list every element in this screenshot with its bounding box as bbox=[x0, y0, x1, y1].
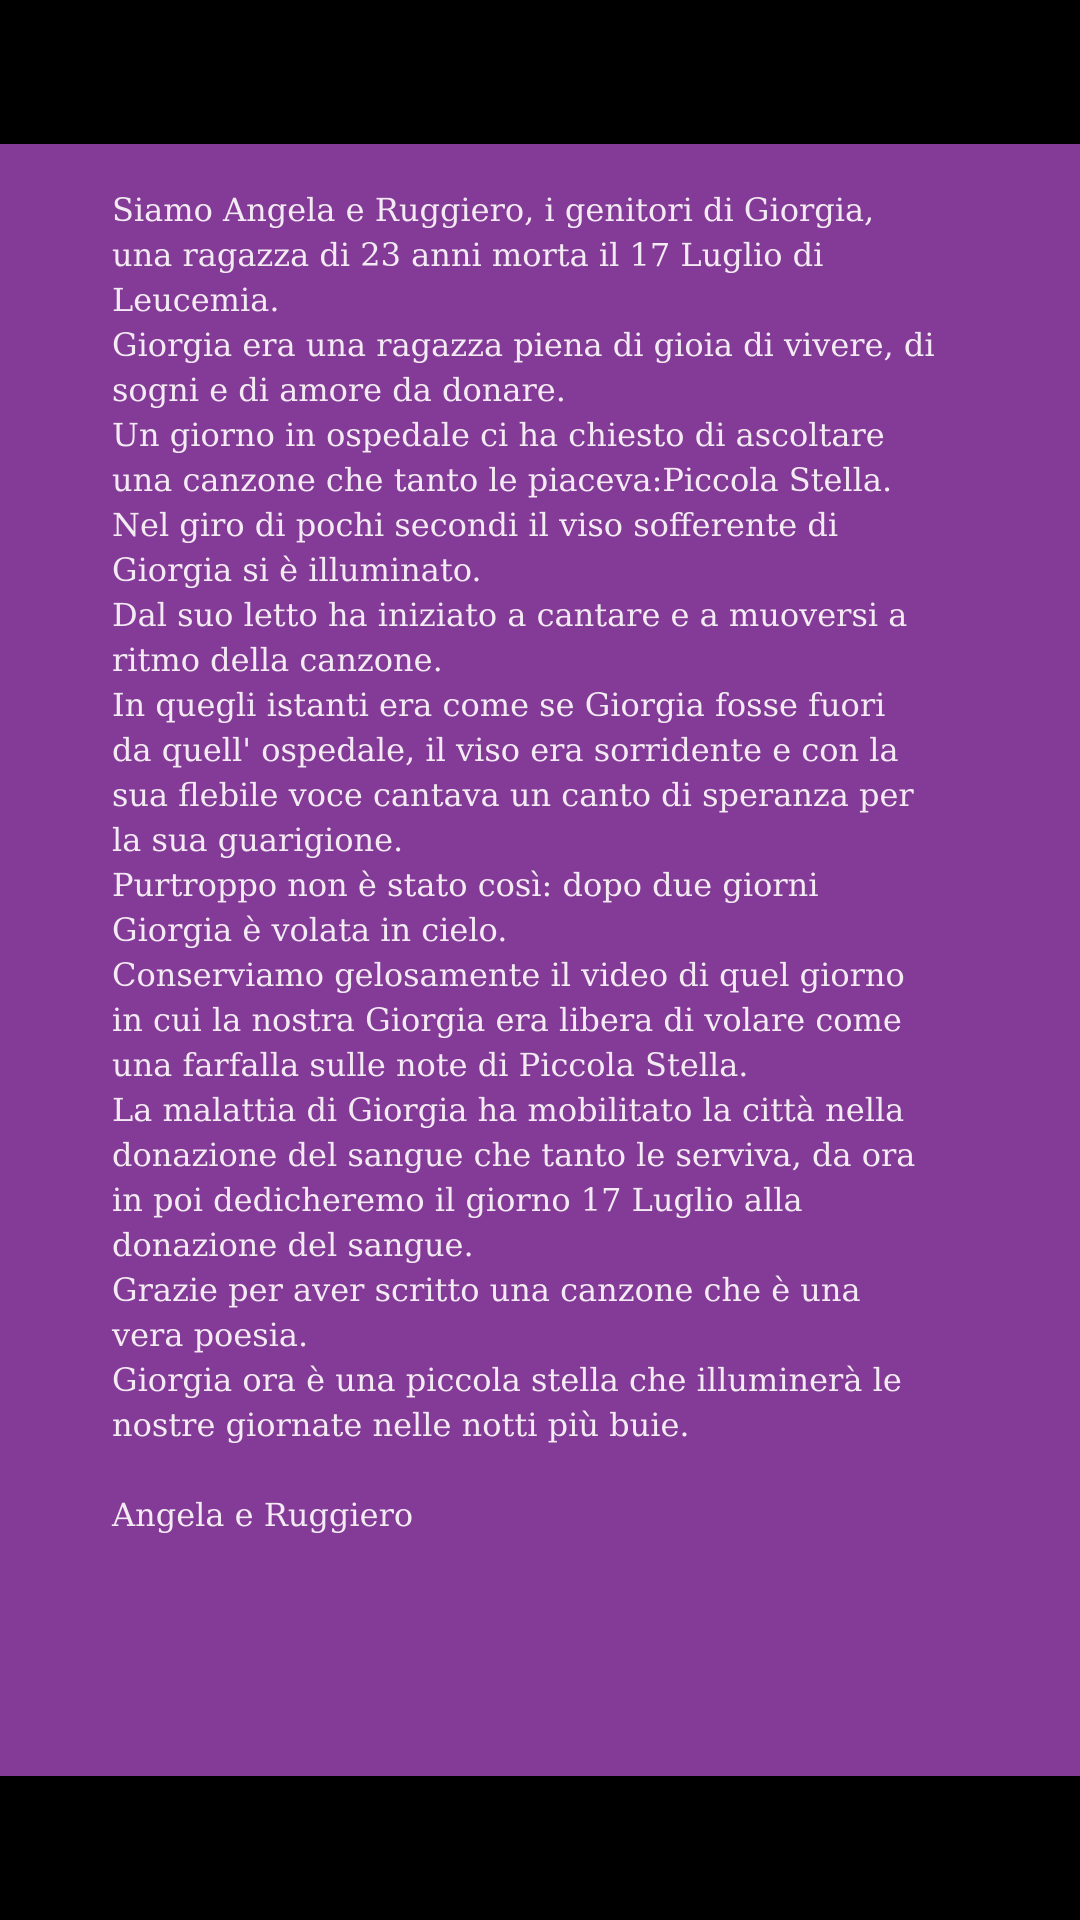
letter-line: Giorgia ora è una piccola stella che illuminerà le bbox=[112, 1361, 902, 1399]
letter-line: vera poesia. bbox=[112, 1316, 309, 1354]
letter-line: Giorgia è volata in cielo. bbox=[112, 911, 508, 949]
letter-line: Un giorno in ospedale ci ha chiesto di ascoltare bbox=[112, 416, 885, 454]
letter-line: donazione del sangue che tanto le serviva, da ora bbox=[112, 1136, 916, 1174]
letter-line: Conserviamo gelosamente il video di quel giorno bbox=[112, 956, 905, 994]
letter-line: una ragazza di 23 anni morta il 17 Luglio di bbox=[112, 236, 824, 274]
letter-line: da quell' ospedale, il viso era sorridente e con la bbox=[112, 731, 899, 769]
letter-line: sua flebile voce cantava un canto di speranza per bbox=[112, 776, 914, 814]
letter-line: Leucemia. bbox=[112, 281, 280, 319]
letter-line: Purtroppo non è stato così: dopo due giorni bbox=[112, 866, 819, 904]
letter-line: Siamo Angela e Ruggiero, i genitori di Giorgia, bbox=[112, 191, 875, 229]
story-card bbox=[0, 144, 1080, 1776]
letter-line: ritmo della canzone. bbox=[112, 641, 443, 679]
letter-text bbox=[112, 188, 1012, 1538]
letter-line: in cui la nostra Giorgia era libera di volare come bbox=[112, 1001, 902, 1039]
letter-line: Nel giro di pochi secondi il viso sofferente di bbox=[112, 506, 839, 544]
letter-line: Grazie per aver scritto una canzone che è una bbox=[112, 1271, 861, 1309]
signature: Angela e Ruggiero bbox=[112, 1496, 414, 1534]
letter-line: nostre giornate nelle notti più buie. bbox=[112, 1406, 690, 1444]
letter-line: donazione del sangue. bbox=[112, 1226, 474, 1264]
letter-line: Giorgia si è illuminato. bbox=[112, 551, 482, 589]
letter-line: Dal suo letto ha iniziato a cantare e a muoversi a bbox=[112, 596, 908, 634]
letter-line: una farfalla sulle note di Piccola Stella. bbox=[112, 1046, 749, 1084]
letter-line: La malattia di Giorgia ha mobilitato la città nella bbox=[112, 1091, 905, 1129]
letter-line: in poi dedicheremo il giorno 17 Luglio alla bbox=[112, 1181, 803, 1219]
letter-line: sogni e di amore da donare. bbox=[112, 371, 566, 409]
letter-line: Giorgia era una ragazza piena di gioia di vivere, di bbox=[112, 326, 935, 364]
letter-line: la sua guarigione. bbox=[112, 821, 404, 859]
letter-line: In quegli istanti era come se Giorgia fosse fuori bbox=[112, 686, 886, 724]
letter-line: una canzone che tanto le piaceva:Piccola Stella. bbox=[112, 461, 893, 499]
